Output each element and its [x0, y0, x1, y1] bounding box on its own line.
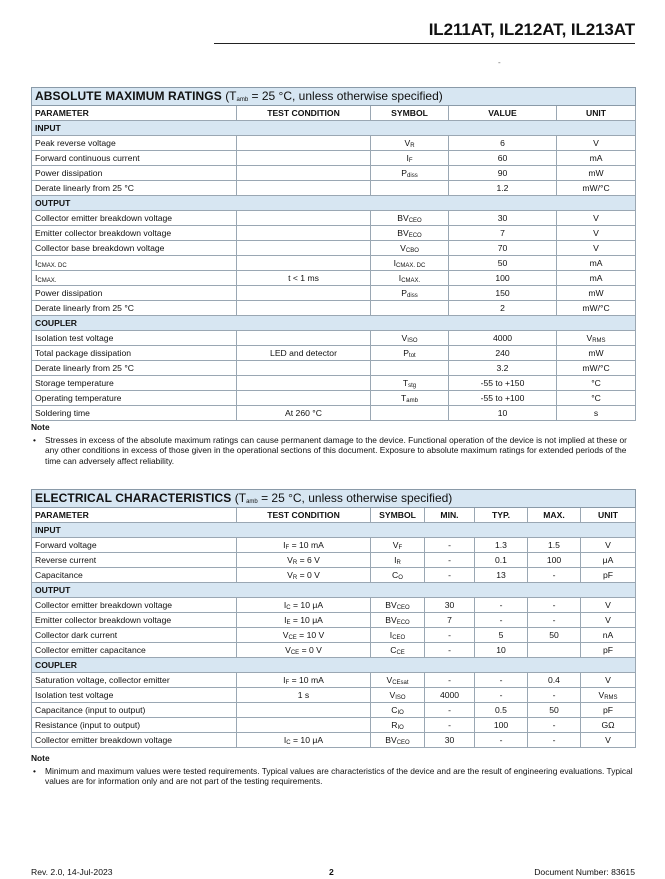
min-cell: 30	[425, 733, 475, 748]
unit-cell: mW	[557, 166, 636, 181]
symbol-cell: $BV_{ECO}$	[371, 226, 449, 241]
column-header-value: VALUE	[449, 106, 557, 121]
symbol-cell: $T_{amb}$	[371, 391, 449, 406]
symbol-cell	[371, 361, 449, 376]
max-cell: -	[528, 598, 581, 613]
value-cell: 30	[449, 211, 557, 226]
header-rule	[214, 43, 635, 44]
note-title: Note	[31, 753, 50, 763]
parameter-cell: Capacitance	[32, 568, 237, 583]
max-cell: -	[528, 613, 581, 628]
amr-note	[31, 422, 635, 466]
max-cell: 100	[528, 553, 581, 568]
test-condition-cell: At 260 °C	[237, 406, 371, 421]
unit-cell: V	[581, 733, 636, 748]
table-row	[32, 136, 636, 151]
section-header-row	[32, 583, 636, 598]
typ-cell: -	[475, 688, 528, 703]
value-cell: -55 to +150	[449, 376, 557, 391]
symbol-cell: $BV_{CEO}$	[371, 733, 425, 748]
max-cell: 0.4	[528, 673, 581, 688]
section-header-row	[32, 121, 636, 136]
parameter-cell: Collector emitter capacitance	[32, 643, 237, 658]
parameter-cell: Collector emitter breakdown voltage	[32, 211, 237, 226]
symbol-cell: $BV_{ECO}$	[371, 613, 425, 628]
ec-column-headers	[32, 508, 636, 523]
test-condition-cell	[237, 256, 371, 271]
symbol-cell: $V_{CEsat}$	[371, 673, 425, 688]
column-header-unit: UNIT	[581, 508, 636, 523]
unit-cell: nA	[581, 628, 636, 643]
unit-cell: °C	[557, 391, 636, 406]
symbol-cell: $I_{CMAX. DC}$	[371, 256, 449, 271]
table-row	[32, 598, 636, 613]
table-row	[32, 256, 636, 271]
table-row	[32, 568, 636, 583]
section-header-row	[32, 196, 636, 211]
column-header-max: MAX.	[528, 508, 581, 523]
parameter-cell: Forward continuous current	[32, 151, 237, 166]
amr-column-headers	[32, 106, 636, 121]
unit-cell: mA	[557, 256, 636, 271]
min-cell: -	[425, 703, 475, 718]
column-header-symbol: SYMBOL	[371, 106, 449, 121]
value-cell: 100	[449, 271, 557, 286]
section-label: COUPLER	[32, 316, 636, 331]
unit-cell: mW/°C	[557, 181, 636, 196]
test-condition-cell: $I_F = 10$ mA	[237, 538, 371, 553]
max-cell: -	[528, 733, 581, 748]
unit-cell: °C	[557, 376, 636, 391]
header-mark: -	[498, 58, 501, 67]
note-text: • Stresses in excess of the absolute maximum ratings can cause permanent damage to the device. Functional operation of the device is not implied at these or any other conditions in excess of those given in the operational sections of this document. Exposure to absolute maximum ratings for extended periods of the time can adversely affect reliability.	[31, 435, 635, 467]
table-row	[32, 673, 636, 688]
typ-cell: -	[475, 673, 528, 688]
unit-cell: μA	[581, 553, 636, 568]
table-row	[32, 241, 636, 256]
test-condition-cell	[237, 211, 371, 226]
min-cell: -	[425, 568, 475, 583]
test-condition-cell: $V_R = 0$ V	[237, 568, 371, 583]
typ-cell: -	[475, 598, 528, 613]
value-cell: 4000	[449, 331, 557, 346]
symbol-cell	[371, 301, 449, 316]
section-header-row	[32, 316, 636, 331]
test-condition-cell: $V_R = 6$ V	[237, 553, 371, 568]
unit-cell: V	[557, 226, 636, 241]
test-condition-cell	[237, 718, 371, 733]
parameter-cell: $I_{CMAX. DC}$	[32, 256, 237, 271]
unit-cell: V	[581, 538, 636, 553]
test-condition-cell	[237, 181, 371, 196]
table-row	[32, 346, 636, 361]
symbol-cell	[371, 181, 449, 196]
parameter-cell: Forward voltage	[32, 538, 237, 553]
test-condition-cell	[237, 136, 371, 151]
max-cell: 50	[528, 703, 581, 718]
min-cell: 30	[425, 598, 475, 613]
parameter-cell: Collector emitter breakdown voltage	[32, 598, 237, 613]
test-condition-cell	[237, 151, 371, 166]
table-row	[32, 406, 636, 421]
parameter-cell: Isolation test voltage	[32, 331, 237, 346]
table-row	[32, 538, 636, 553]
test-condition-cell: $I_C = 10$ μA	[237, 733, 371, 748]
unit-cell: V	[581, 613, 636, 628]
value-cell: 7	[449, 226, 557, 241]
table-row	[32, 391, 636, 406]
value-cell: 50	[449, 256, 557, 271]
electrical-characteristics-table	[31, 489, 636, 748]
test-condition-cell	[237, 226, 371, 241]
ec-table-title: ELECTRICAL CHARACTERISTICS ($T_{amb} = 25$ °C, unless otherwise specified)	[32, 490, 636, 508]
unit-cell: pF	[581, 643, 636, 658]
max-cell: -	[528, 568, 581, 583]
test-condition-cell: 1 s	[237, 688, 371, 703]
unit-cell: mW/°C	[557, 361, 636, 376]
typ-cell: -	[475, 613, 528, 628]
max-cell: 50	[528, 628, 581, 643]
section-label: OUTPUT	[32, 583, 636, 598]
section-header-row	[32, 658, 636, 673]
symbol-cell: $V_{ISO}$	[371, 688, 425, 703]
unit-cell: V	[557, 136, 636, 151]
symbol-cell: $C_{CE}$	[371, 643, 425, 658]
test-condition-cell: $V_{CE} = 0$ V	[237, 643, 371, 658]
parameter-cell: Total package dissipation	[32, 346, 237, 361]
column-header-typ: TYP.	[475, 508, 528, 523]
symbol-cell: $I_R$	[371, 553, 425, 568]
test-condition-cell: $I_E = 10$ μA	[237, 613, 371, 628]
table-row	[32, 643, 636, 658]
value-cell: 90	[449, 166, 557, 181]
value-cell: 10	[449, 406, 557, 421]
table-row	[32, 688, 636, 703]
section-label: COUPLER	[32, 658, 636, 673]
test-condition-cell	[237, 331, 371, 346]
symbol-cell: $I_F$	[371, 151, 449, 166]
absolute-maximum-ratings-table	[31, 87, 636, 421]
table-row	[32, 718, 636, 733]
parameter-cell: Capacitance (input to output)	[32, 703, 237, 718]
symbol-cell: $P_{diss}$	[371, 166, 449, 181]
test-condition-cell: $I_C = 10$ μA	[237, 598, 371, 613]
symbol-cell	[371, 406, 449, 421]
note-text: • Minimum and maximum values were tested requirements. Typical values are characteristics of the device and are the result of engineering evaluations. Typical values are for information only and are not part of the testing requirements.	[31, 766, 635, 787]
typ-cell: -	[475, 733, 528, 748]
footer-document-number: Document Number: 83615	[534, 867, 635, 877]
value-cell: 3.2	[449, 361, 557, 376]
parameter-cell: Reverse current	[32, 553, 237, 568]
value-cell: 60	[449, 151, 557, 166]
symbol-cell: $C_{IO}$	[371, 703, 425, 718]
column-header-min: MIN.	[425, 508, 475, 523]
unit-cell: V	[581, 673, 636, 688]
parameter-cell: Operating temperature	[32, 391, 237, 406]
parameter-cell: Peak reverse voltage	[32, 136, 237, 151]
table-row	[32, 733, 636, 748]
parameter-cell: Collector dark current	[32, 628, 237, 643]
symbol-cell: $T_{stg}$	[371, 376, 449, 391]
table-row	[32, 553, 636, 568]
unit-cell: V	[557, 241, 636, 256]
unit-cell: V	[581, 598, 636, 613]
test-condition-cell: $I_F = 10$ mA	[237, 673, 371, 688]
symbol-cell: $I_{CEO}$	[371, 628, 425, 643]
parameter-cell: Derate linearly from 25 °C	[32, 181, 237, 196]
table-row	[32, 181, 636, 196]
symbol-cell: $V_R$	[371, 136, 449, 151]
symbol-cell: $V_F$	[371, 538, 425, 553]
column-header-parameter: PARAMETER	[32, 106, 237, 121]
max-cell: -	[528, 718, 581, 733]
symbol-cell: $P_{tot}$	[371, 346, 449, 361]
symbol-cell: $V_{CBO}$	[371, 241, 449, 256]
section-label: INPUT	[32, 523, 636, 538]
note-title: Note	[31, 422, 50, 432]
parameter-cell: Resistance (input to output)	[32, 718, 237, 733]
test-condition-cell	[237, 241, 371, 256]
parameter-cell: Isolation test voltage	[32, 688, 237, 703]
symbol-cell: $R_{IO}$	[371, 718, 425, 733]
footer-revision: Rev. 2.0, 14-Jul-2023	[31, 867, 113, 877]
value-cell: 240	[449, 346, 557, 361]
ec-note	[31, 753, 635, 787]
table-row	[32, 331, 636, 346]
max-cell: 1.5	[528, 538, 581, 553]
parameter-cell: Power dissipation	[32, 166, 237, 181]
test-condition-cell	[237, 703, 371, 718]
table-row	[32, 301, 636, 316]
parameter-cell: Derate linearly from 25 °C	[32, 361, 237, 376]
section-label: OUTPUT	[32, 196, 636, 211]
table-row	[32, 166, 636, 181]
value-cell: 70	[449, 241, 557, 256]
table-row	[32, 286, 636, 301]
min-cell: -	[425, 673, 475, 688]
column-header-symbol: SYMBOL	[371, 508, 425, 523]
value-cell: 2	[449, 301, 557, 316]
table-row	[32, 628, 636, 643]
unit-cell: $V_{RMS}$	[557, 331, 636, 346]
typ-cell: 10	[475, 643, 528, 658]
unit-cell: GΩ	[581, 718, 636, 733]
min-cell: -	[425, 538, 475, 553]
symbol-cell: $BV_{CEO}$	[371, 598, 425, 613]
table-row	[32, 271, 636, 286]
table-row	[32, 376, 636, 391]
column-header-unit: UNIT	[557, 106, 636, 121]
typ-cell: 0.5	[475, 703, 528, 718]
parameter-cell: Storage temperature	[32, 376, 237, 391]
unit-cell: mA	[557, 271, 636, 286]
table-row	[32, 703, 636, 718]
typ-cell: 1.3	[475, 538, 528, 553]
test-condition-cell	[237, 376, 371, 391]
min-cell: -	[425, 553, 475, 568]
column-header-test-condition: TEST CONDITION	[237, 508, 371, 523]
test-condition-cell	[237, 166, 371, 181]
column-header-parameter: PARAMETER	[32, 508, 237, 523]
footer-page-number: 2	[329, 867, 334, 877]
unit-cell: pF	[581, 568, 636, 583]
parameter-cell: $I_{CMAX.}$	[32, 271, 237, 286]
parameter-cell: Emitter collector breakdown voltage	[32, 226, 237, 241]
min-cell: -	[425, 628, 475, 643]
typ-cell: 5	[475, 628, 528, 643]
parameter-cell: Emitter collector breakdown voltage	[32, 613, 237, 628]
unit-cell: mW/°C	[557, 301, 636, 316]
table-row	[32, 211, 636, 226]
table-row	[32, 613, 636, 628]
table-row	[32, 151, 636, 166]
typ-cell: 0.1	[475, 553, 528, 568]
parameter-cell: Power dissipation	[32, 286, 237, 301]
unit-cell: s	[557, 406, 636, 421]
test-condition-cell	[237, 301, 371, 316]
min-cell: -	[425, 718, 475, 733]
table-row	[32, 226, 636, 241]
test-condition-cell: t < 1 ms	[237, 271, 371, 286]
test-condition-cell	[237, 391, 371, 406]
unit-cell: $V_{RMS}$	[581, 688, 636, 703]
parameter-cell: Derate linearly from 25 °C	[32, 301, 237, 316]
max-cell: -	[528, 688, 581, 703]
symbol-cell: $I_{CMAX.}$	[371, 271, 449, 286]
symbol-cell: $P_{diss}$	[371, 286, 449, 301]
value-cell: 150	[449, 286, 557, 301]
min-cell: -	[425, 643, 475, 658]
test-condition-cell: LED and detector	[237, 346, 371, 361]
symbol-cell: $V_{ISO}$	[371, 331, 449, 346]
document-title: IL211AT, IL212AT, IL213AT	[428, 20, 635, 39]
amr-table-title: ABSOLUTE MAXIMUM RATINGS ($T_{amb} = 25$ °C, unless otherwise specified)	[32, 88, 636, 106]
symbol-cell: $C_O$	[371, 568, 425, 583]
max-cell	[528, 643, 581, 658]
parameter-cell: Collector emitter breakdown voltage	[32, 733, 237, 748]
unit-cell: mW	[557, 286, 636, 301]
value-cell: -55 to +100	[449, 391, 557, 406]
table-row	[32, 361, 636, 376]
column-header-test-condition: TEST CONDITION	[237, 106, 371, 121]
min-cell: 4000	[425, 688, 475, 703]
parameter-cell: Collector base breakdown voltage	[32, 241, 237, 256]
parameter-cell: Soldering time	[32, 406, 237, 421]
symbol-cell: $BV_{CEO}$	[371, 211, 449, 226]
typ-cell: 100	[475, 718, 528, 733]
value-cell: 1.2	[449, 181, 557, 196]
section-label: INPUT	[32, 121, 636, 136]
unit-cell: mW	[557, 346, 636, 361]
section-header-row	[32, 523, 636, 538]
min-cell: 7	[425, 613, 475, 628]
unit-cell: V	[557, 211, 636, 226]
test-condition-cell	[237, 361, 371, 376]
value-cell: 6	[449, 136, 557, 151]
test-condition-cell: $V_{CE} = 10$ V	[237, 628, 371, 643]
parameter-cell: Saturation voltage, collector emitter	[32, 673, 237, 688]
unit-cell: pF	[581, 703, 636, 718]
typ-cell: 13	[475, 568, 528, 583]
unit-cell: mA	[557, 151, 636, 166]
test-condition-cell	[237, 286, 371, 301]
